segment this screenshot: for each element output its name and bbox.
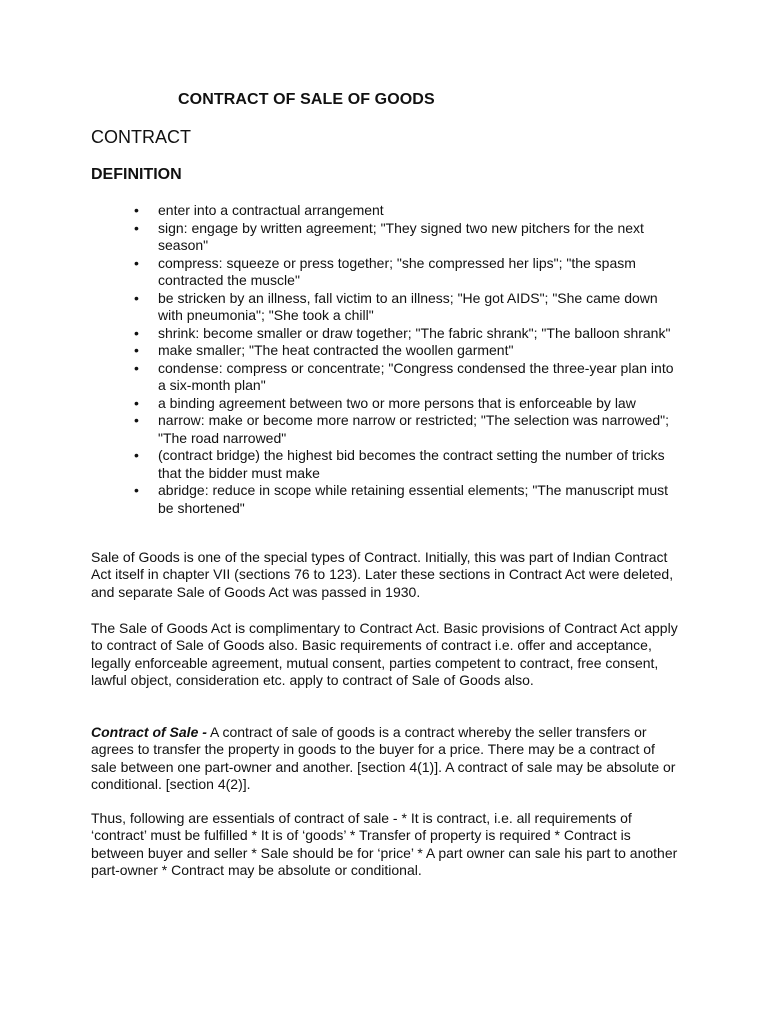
definition-text: (contract bridge) the highest bid becomes the contract setting the number of tricks that the bidder must make xyxy=(158,447,665,481)
definition-text: be stricken by an illness, fall victim to an illness; "He got AIDS"; "She came down with pneumonia"; "She took a chill" xyxy=(158,289,658,323)
list-item xyxy=(0,255,678,290)
definition-text: sign: engage by written agreement; "They signed two new pitchers for the next season" xyxy=(158,219,644,253)
bullet-icon: • xyxy=(134,324,139,341)
list-item xyxy=(0,447,678,482)
contract-of-sale-body: A contract of sale of goods is a contract whereby the seller transfers or agrees to transfer the property in goods to the buyer for a price. There may be a contract of sale between one part-owner and another. [section 4(1)]. A contract of sale may be absolute or conditional. [section 4(2)]. xyxy=(91,724,676,793)
bullet-icon: • xyxy=(134,202,139,218)
bullet-icon: • xyxy=(134,394,139,411)
bullet-icon: • xyxy=(134,219,139,236)
list-item xyxy=(0,325,678,343)
sale-of-goods-act-paragraph: The Sale of Goods Act is complimentary to Contract Act. Basic provisions of Contract Act apply to contract of Sale of Goods also. Basic requirements of contract i.e. offer and acceptance, legally enforceable agreement, mutual consent, parties competent to contract, free consent, lawful object, consideration etc. apply to contract of Sale of Goods also. xyxy=(91,620,678,689)
bullet-icon: • xyxy=(134,447,139,463)
bullet-icon: • xyxy=(134,359,139,376)
bullet-icon: • xyxy=(134,342,139,358)
definition-text: narrow: make or become more narrow or restricted; "The selection was narrowed"; "The road narrowed" xyxy=(158,412,670,446)
bullet-icon: • xyxy=(134,412,139,428)
essentials-paragraph: Thus, following are essentials of contract of sale - * It is contract, i.e. all requirements of ‘contract’ must be fulfilled * It is of ‘goods’ * Transfer of property is required * Contract is between buyer and seller * Sale should be for ‘price’ * A part owner can sale his part to another part-owner * Contract may be absolute or conditional. xyxy=(91,810,678,879)
list-item xyxy=(0,360,678,395)
contract-of-sale-lead: Contract of Sale - xyxy=(91,724,207,740)
list-item xyxy=(0,482,678,517)
list-item xyxy=(0,202,678,220)
list-item xyxy=(0,290,678,325)
sale-of-goods-history-paragraph: Sale of Goods is one of the special types of Contract. Initially, this was part of Indian Contract Act itself in chapter VII (sections 76 to 123). Later these sections in Contract Act were deleted, and separate Sale of Goods Act was passed in 1930. xyxy=(91,549,674,600)
list-item xyxy=(0,412,678,447)
bullet-icon: • xyxy=(134,254,139,271)
bullet-icon: • xyxy=(134,482,139,498)
definition-list xyxy=(0,202,768,517)
list-item xyxy=(0,342,678,360)
list-item xyxy=(0,395,678,413)
list-item xyxy=(0,220,678,255)
definition-text: compress: squeeze or press together; "she compressed her lips"; "the spasm contracted the muscle" xyxy=(158,254,636,288)
definition-text: shrink: become smaller or draw together; "The fabric shrank"; "The balloon shrank" xyxy=(158,324,671,341)
definition-text: enter into a contractual arrangement xyxy=(158,202,384,218)
bullet-icon: • xyxy=(134,289,139,306)
definition-text: a binding agreement between two or more persons that is enforceable by law xyxy=(158,394,636,411)
definition-text: make smaller; "The heat contracted the woollen garment" xyxy=(158,342,514,358)
definition-heading: DEFINITION xyxy=(91,166,182,183)
definition-text: abridge: reduce in scope while retaining essential elements; "The manuscript must be shortened" xyxy=(158,482,669,516)
definition-text: condense: compress or concentrate; "Congress condensed the three-year plan into a six-month plan" xyxy=(158,359,674,393)
document-title: CONTRACT OF SALE OF GOODS xyxy=(178,91,435,108)
contract-of-sale-paragraph xyxy=(91,724,681,794)
contract-heading: CONTRACT xyxy=(91,127,191,147)
